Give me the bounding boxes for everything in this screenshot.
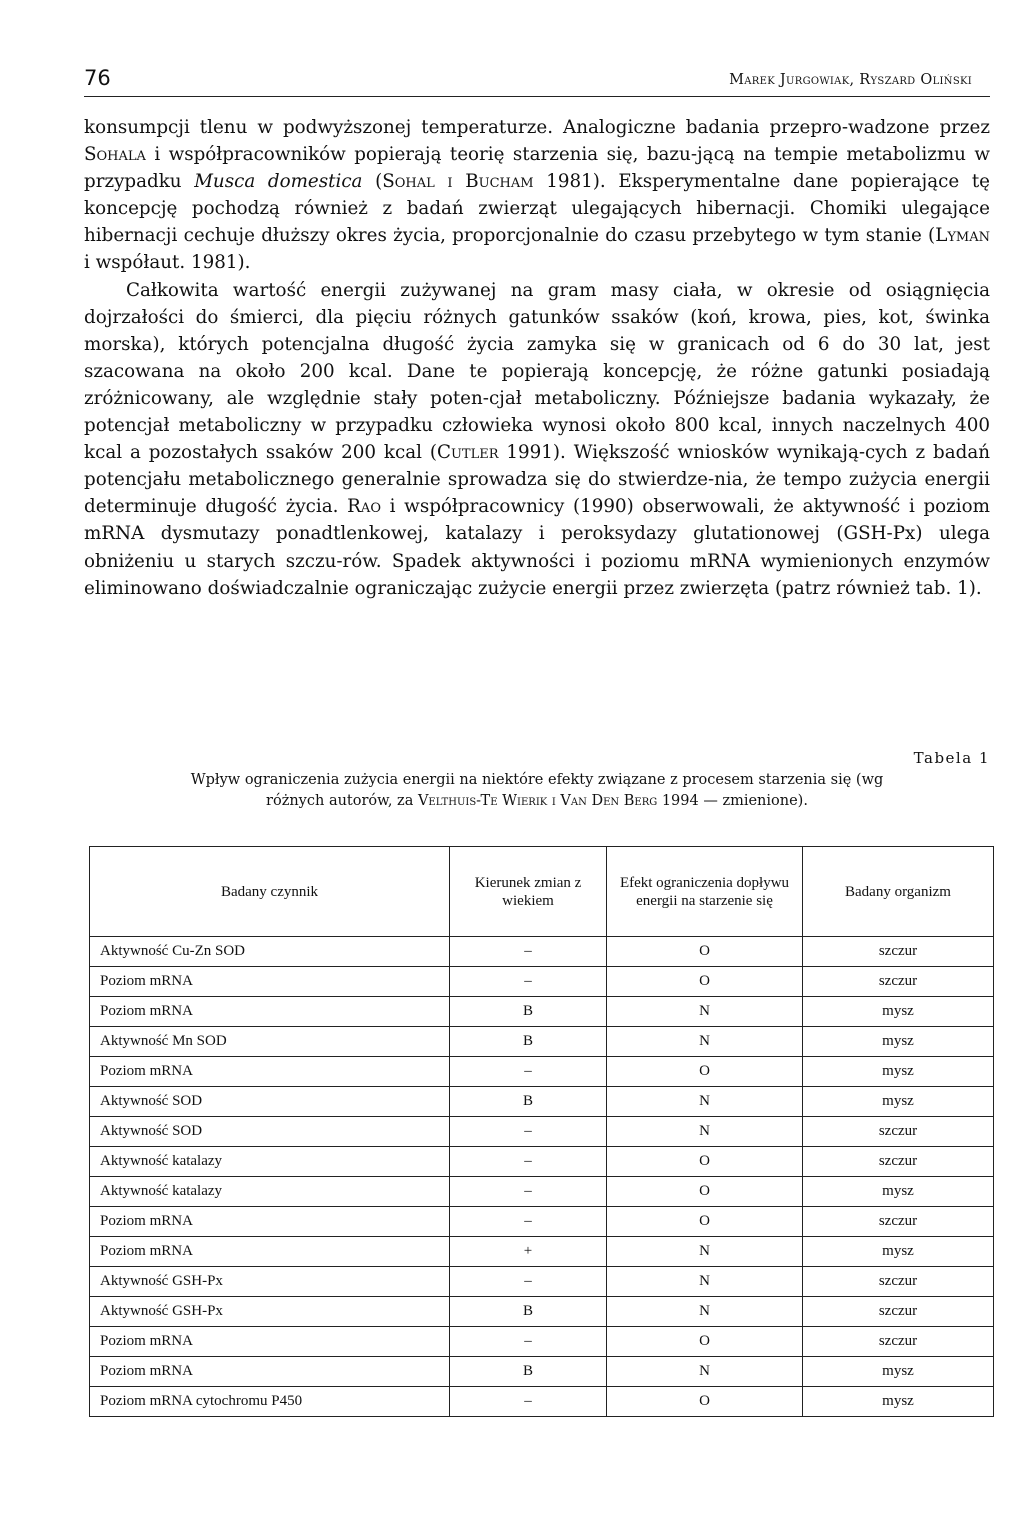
cell-factor: Poziom mRNA — [90, 997, 450, 1027]
cell-effect: O — [607, 1387, 803, 1417]
cell-effect: N — [607, 1267, 803, 1297]
cell-factor: Poziom mRNA — [90, 1237, 450, 1267]
cell-effect: N — [607, 1117, 803, 1147]
cell-organism: szczur — [803, 937, 994, 967]
caption-text: różnych autorów, za — [266, 793, 418, 809]
citation-authors: Sohal i Bucham — [382, 171, 534, 193]
page-header — [84, 66, 990, 97]
paragraph-1 — [84, 114, 990, 277]
cell-direction: B — [450, 1297, 607, 1327]
table-body — [90, 937, 994, 1417]
cell-factor: Aktywność katalazy — [90, 1177, 450, 1207]
cell-effect: N — [607, 1357, 803, 1387]
cell-organism: mysz — [803, 1027, 994, 1057]
cell-direction: – — [450, 1387, 607, 1417]
table-row — [90, 1147, 994, 1177]
cell-direction: – — [450, 967, 607, 997]
species-name: Musca domestica — [194, 171, 363, 193]
cell-organism: mysz — [803, 1087, 994, 1117]
cell-direction: B — [450, 997, 607, 1027]
cell-effect: O — [607, 1177, 803, 1207]
cell-factor: Aktywność katalazy — [90, 1147, 450, 1177]
data-table — [89, 846, 994, 1417]
cell-direction: – — [450, 1327, 607, 1357]
cell-factor: Aktywność SOD — [90, 1117, 450, 1147]
table-header-row — [90, 847, 994, 937]
table-row — [90, 1327, 994, 1357]
table-row — [90, 997, 994, 1027]
table-row — [90, 1357, 994, 1387]
cell-effect: O — [607, 1057, 803, 1087]
table-row — [90, 1177, 994, 1207]
cell-organism: mysz — [803, 1177, 994, 1207]
cell-direction: B — [450, 1357, 607, 1387]
table-row — [90, 1267, 994, 1297]
cell-organism: szczur — [803, 1117, 994, 1147]
cell-organism: mysz — [803, 1357, 994, 1387]
cell-effect: N — [607, 1237, 803, 1267]
text-run: konsumpcji tlenu w podwyższonej temperaturze. Analogiczne badania przepro-wadzone przez — [84, 117, 990, 138]
cell-direction: – — [450, 1267, 607, 1297]
cell-direction: – — [450, 1207, 607, 1237]
cell-factor: Aktywność GSH-Px — [90, 1267, 450, 1297]
text-run: 1991). Większość wniosków wynikają-cych z badań potencjału metabolicznego generalnie sprowadza się do stwierdze-nia, że tempo zużycia energii determinuje długość życia. — [84, 442, 990, 518]
running-head-authors: Marek Jurgowiak, Ryszard Oliński — [729, 72, 972, 88]
text-run: i współpracowników popierają teorię starzenia się, bazu-jącą na tempie metabolizmu w przypadku — [84, 144, 990, 193]
cell-factor: Poziom mRNA — [90, 967, 450, 997]
author-name: Sohala — [84, 144, 146, 166]
table-label: Tabela 1 — [913, 749, 990, 767]
table-row — [90, 1027, 994, 1057]
cell-organism: szczur — [803, 967, 994, 997]
cell-direction: – — [450, 1057, 607, 1087]
cell-effect: N — [607, 1297, 803, 1327]
cell-direction: B — [450, 1027, 607, 1057]
cell-effect: O — [607, 1147, 803, 1177]
cell-factor: Poziom mRNA — [90, 1357, 450, 1387]
table-row — [90, 1237, 994, 1267]
paragraph-2 — [84, 277, 990, 602]
body-text — [84, 114, 990, 602]
text-run: Całkowita wartość energii zużywanej na gram masy ciała, w okresie od osiągnięcia dojrzałości do śmierci, dla pięciu różnych gatunków ssaków (koń, krowa, pies, kot, świnka morska), których potencjalna długość życia zamyka się w granicach od 6 do 30 lat, jest szacowana na około 200 kcal. Dane te popierają koncepcję, że różne gatunki posiadają zróżnicowany, ale względnie stały poten-cjał metaboliczny. Późniejsze badania wykazały, że potencjał metaboliczny w przypadku człowieka wynosi około 800 kcal, innych naczelnych 400 kcal a pozostałych ssaków 200 kcal ( — [84, 279, 990, 464]
cell-factor: Poziom mRNA — [90, 1327, 450, 1357]
cell-effect: O — [607, 967, 803, 997]
cell-direction: – — [450, 1147, 607, 1177]
table-row — [90, 1087, 994, 1117]
cell-organism: szczur — [803, 1327, 994, 1357]
table-row — [90, 967, 994, 997]
cell-organism: mysz — [803, 1237, 994, 1267]
caption-authors: Velthuis-Te Wierik i Van Den Berg — [417, 793, 658, 809]
cell-factor: Poziom mRNA — [90, 1207, 450, 1237]
table-row — [90, 1117, 994, 1147]
cell-organism: szczur — [803, 1147, 994, 1177]
cell-direction: B — [450, 1087, 607, 1117]
cell-organism: szczur — [803, 1297, 994, 1327]
author-name: Rao — [347, 496, 381, 518]
cell-direction: – — [450, 1117, 607, 1147]
cell-organism: szczur — [803, 1267, 994, 1297]
cell-organism: mysz — [803, 1057, 994, 1087]
table-row — [90, 937, 994, 967]
cell-effect: N — [607, 997, 803, 1027]
text-run: i współaut. 1981). — [84, 252, 251, 274]
text-run: ( — [362, 171, 383, 193]
cell-organism: mysz — [803, 997, 994, 1027]
cell-effect: O — [607, 937, 803, 967]
caption-line: Wpływ ograniczenia zużycia energii na niektóre efekty związane z procesem starzenia się (wg — [190, 772, 884, 788]
header-factor: Badany czynnik — [90, 847, 450, 937]
cell-factor: Aktywność SOD — [90, 1087, 450, 1117]
cell-organism: szczur — [803, 1207, 994, 1237]
cell-factor: Aktywność Mn SOD — [90, 1027, 450, 1057]
table-caption — [84, 770, 990, 812]
cell-organism: mysz — [803, 1387, 994, 1417]
header-direction: Kierunek zmian z wiekiem — [450, 847, 607, 937]
cell-factor: Aktywność GSH-Px — [90, 1297, 450, 1327]
citation-authors: Cutler — [436, 442, 499, 464]
table-row — [90, 1387, 994, 1417]
text-run: i współpracownicy (1990) obserwowali, że aktywność i poziom mRNA dysmutazy ponadtlenkowej, katalazy i peroksydazy glutationowej (GSH-Px) ulega obniżeniu u starych szczu-rów. Spadek aktywności i poziomu mRNA wymienionych enzymów eliminowano doświadczalnie ograniczając zużycie energii przez zwierzęta (patrz również tab. 1). — [84, 496, 990, 599]
cell-direction: – — [450, 937, 607, 967]
table-row — [90, 1207, 994, 1237]
table-row — [90, 1297, 994, 1327]
cell-effect: O — [607, 1327, 803, 1357]
caption-text: 1994 — zmienione). — [657, 793, 808, 809]
header-effect: Efekt ograniczenia dopływu energii na starzenie się — [607, 847, 803, 937]
page-number: 76 — [84, 66, 111, 90]
text-run: 1981). Eksperymentalne dane popierające tę koncepcję pochodzą również z badań zwierząt ulegających hibernacji. Chomiki ulegające hibernacji cechuje dłuższy okres życia, proporcjonalnie do czasu przebytego w tym stanie ( — [84, 171, 990, 247]
cell-effect: N — [607, 1087, 803, 1117]
citation-authors: Lyman — [935, 225, 990, 247]
cell-effect: N — [607, 1027, 803, 1057]
header-organism: Badany organizm — [803, 847, 994, 937]
cell-direction: + — [450, 1237, 607, 1267]
cell-factor: Poziom mRNA cytochromu P450 — [90, 1387, 450, 1417]
cell-effect: O — [607, 1207, 803, 1237]
table-row — [90, 1057, 994, 1087]
cell-factor: Aktywność Cu-Zn SOD — [90, 937, 450, 967]
cell-factor: Poziom mRNA — [90, 1057, 450, 1087]
cell-direction: – — [450, 1177, 607, 1207]
